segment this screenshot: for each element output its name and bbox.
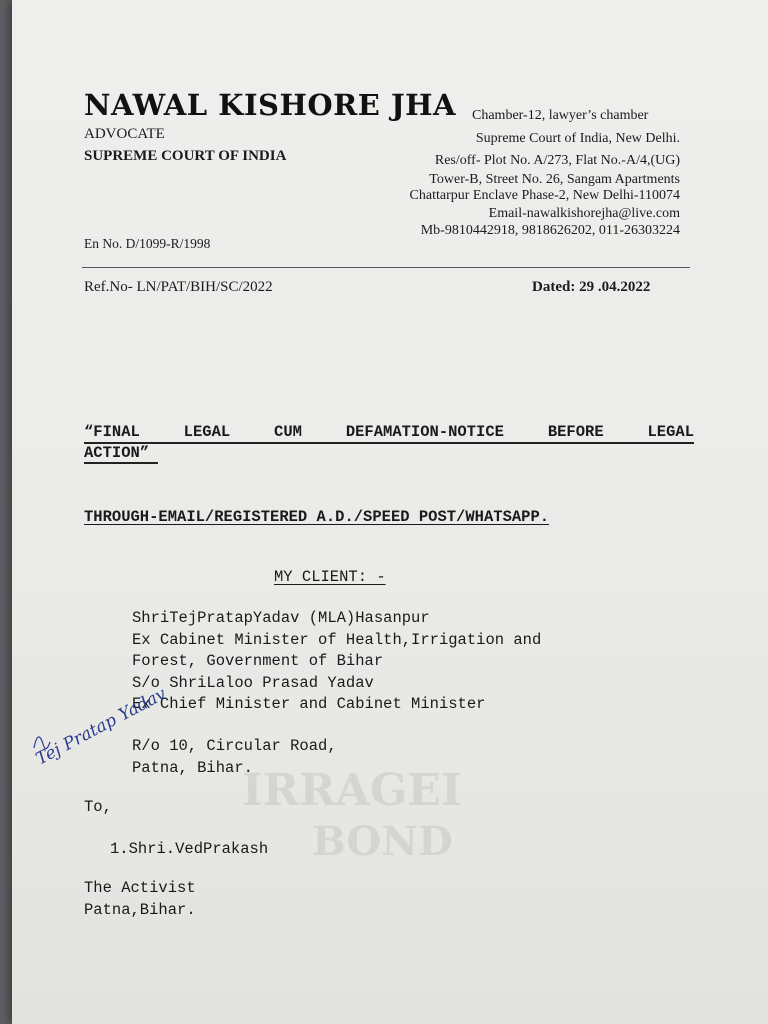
title-underline-2 (84, 462, 158, 464)
enrollment-number: En No. D/1099-R/1998 (84, 236, 211, 251)
recipient-line: Patna,Bihar. (84, 901, 196, 919)
svg-text:IRRAGEI: IRRAGEI (242, 765, 462, 816)
client-heading: MY CLIENT: - (274, 568, 386, 586)
delivery-method: THROUGH-EMAIL/REGISTERED A.D./SPEED POST/WHATSAPP. (84, 508, 550, 526)
title-word: BEFORE (547, 423, 604, 441)
client-line: ShriTejPratapYadav (MLA)Hasanpur (132, 609, 430, 627)
notice-title-line-2: ACTION” (84, 444, 150, 462)
client-line: Ex Cabinet Minister of Health,Irrigation and (132, 630, 542, 649)
recipient-name: 1.Shri.VedPrakash (110, 840, 269, 858)
letter-date: Dated: 29 .04.2022 (532, 279, 651, 295)
address-line-1: Chamber-12, lawyer’s chamber (472, 108, 649, 123)
phone-line: Mb-9810442918, 9818626202, 011-26303224 (420, 223, 680, 238)
to-label: To, (84, 798, 112, 816)
address-line-3: Res/off- Plot No. A/273, Flat No.-A/4,(UG) (434, 153, 680, 168)
address-line-4: Tower-B, Street No. 26, Sangam Apartments (429, 172, 680, 187)
client-line: Ex Chief Minister and Cabinet Minister (132, 695, 486, 713)
recipient-line: The Activist (84, 879, 196, 897)
svg-text:BOND: BOND (312, 818, 453, 865)
address-line-5: Chattarpur Enclave Phase-2, New Delhi-110074 (409, 188, 680, 203)
title-underline-1 (84, 442, 694, 444)
recipient-details (84, 877, 196, 921)
title-word: “FINAL (84, 423, 140, 441)
title-word: CUM (274, 423, 302, 441)
handwritten-signature (20, 683, 170, 770)
advocate-name: NAWAL KISHORE JHA (84, 88, 457, 122)
reference-number: Ref.No- LN/PAT/BIH/SC/2022 (84, 279, 273, 295)
title-word: LEGAL (183, 423, 231, 441)
email-line: Email-nawalkishorejha@live.com (488, 206, 680, 221)
notice-title-line-1 (84, 423, 694, 441)
advocate-designation: ADVOCATE (84, 126, 165, 142)
title-word: DEFAMATION-NOTICE (345, 423, 504, 441)
client-address-line: Patna, Bihar. (132, 758, 253, 777)
letter-page (12, 0, 768, 1024)
address-line-2: Supreme Court of India, New Delhi. (475, 131, 680, 146)
court-name: SUPREME COURT OF INDIA (84, 148, 287, 164)
client-details (132, 608, 541, 716)
client-address (132, 736, 337, 779)
client-line: Forest, Government of Bihar (132, 652, 384, 670)
header-divider (82, 267, 690, 268)
client-line: S/o ShriLaloo Prasad Yadav (132, 673, 374, 692)
svg-text:Tej Pratap Yadav: Tej Pratap Yadav (32, 683, 170, 770)
client-address-line: R/o 10, Circular Road, (132, 737, 337, 755)
title-word: LEGAL (647, 423, 694, 441)
